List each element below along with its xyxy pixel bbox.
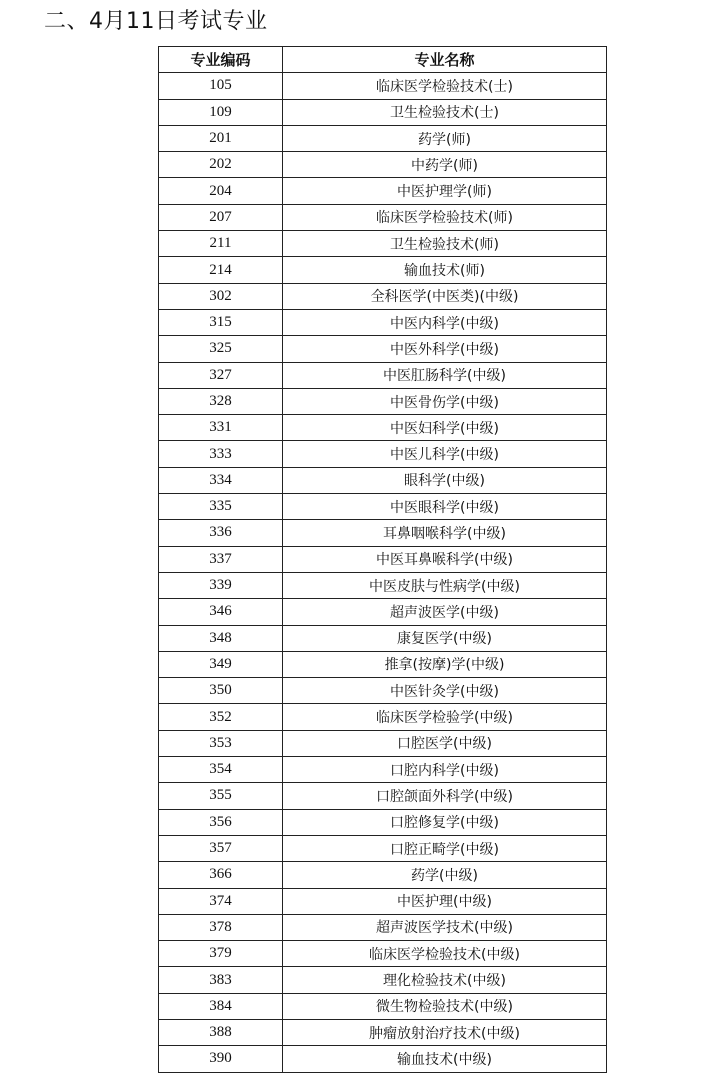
- specialty-name-cell: 中医外科学(中级): [283, 336, 607, 362]
- specialty-name-cell: 肿瘤放射治疗技术(中级): [283, 1019, 607, 1045]
- table-row: [159, 336, 607, 362]
- specialty-code-cell: 356: [159, 809, 283, 835]
- specialty-code-cell: 353: [159, 730, 283, 756]
- specialty-name-cell: 中医妇科学(中级): [283, 415, 607, 441]
- specialty-name-cell: 中医护理学(师): [283, 178, 607, 204]
- table-header-row: [159, 47, 607, 73]
- specialty-name-cell: 超声波医学(中级): [283, 599, 607, 625]
- table-row: [159, 204, 607, 230]
- table-row: [159, 467, 607, 493]
- specialty-code-cell: 302: [159, 283, 283, 309]
- specialty-code-cell: 357: [159, 835, 283, 861]
- specialty-name-cell: 微生物检验技术(中级): [283, 993, 607, 1019]
- specialty-name-cell: 药学(师): [283, 125, 607, 151]
- table-row: [159, 99, 607, 125]
- specialty-code-cell: 327: [159, 362, 283, 388]
- table-row: [159, 125, 607, 151]
- specialty-name-cell: 口腔正畸学(中级): [283, 835, 607, 861]
- specialty-name-cell: 超声波医学技术(中级): [283, 914, 607, 940]
- specialty-name-cell: 全科医学(中医类)(中级): [283, 283, 607, 309]
- specialty-name-cell: 理化检验技术(中级): [283, 967, 607, 993]
- specialty-name-cell: 卫生检验技术(士): [283, 99, 607, 125]
- table-row: [159, 441, 607, 467]
- specialty-name-cell: 中医内科学(中级): [283, 309, 607, 335]
- table-row: [159, 914, 607, 940]
- table-row: [159, 309, 607, 335]
- specialty-code-cell: 204: [159, 178, 283, 204]
- specialty-name-cell: 输血技术(师): [283, 257, 607, 283]
- table-row: [159, 572, 607, 598]
- table-row: [159, 809, 607, 835]
- specialty-code-cell: 207: [159, 204, 283, 230]
- specialty-name-cell: 口腔颌面外科学(中级): [283, 783, 607, 809]
- table-row: [159, 1019, 607, 1045]
- table-row: [159, 625, 607, 651]
- table-row: [159, 967, 607, 993]
- table-row: [159, 388, 607, 414]
- specialty-code-cell: 214: [159, 257, 283, 283]
- table-row: [159, 231, 607, 257]
- specialty-code-cell: 211: [159, 231, 283, 257]
- specialty-code-cell: 334: [159, 467, 283, 493]
- specialty-code-cell: 337: [159, 546, 283, 572]
- specialty-name-cell: 眼科学(中级): [283, 467, 607, 493]
- specialty-name-cell: 耳鼻咽喉科学(中级): [283, 520, 607, 546]
- specialty-name-cell: 中医皮肤与性病学(中级): [283, 572, 607, 598]
- specialty-name-cell: 临床医学检验技术(师): [283, 204, 607, 230]
- specialty-name-cell: 中医骨伤学(中级): [283, 388, 607, 414]
- specialty-name-cell: 口腔医学(中级): [283, 730, 607, 756]
- table-row: [159, 546, 607, 572]
- section-heading: 二、4月11日考试专业: [44, 9, 268, 34]
- specialty-code-cell: 378: [159, 914, 283, 940]
- header-specialty-name: 专业名称: [283, 47, 607, 73]
- table-row: [159, 730, 607, 756]
- specialty-code-cell: 336: [159, 520, 283, 546]
- specialty-code-cell: 333: [159, 441, 283, 467]
- specialty-code-cell: 335: [159, 494, 283, 520]
- specialty-code-cell: 109: [159, 99, 283, 125]
- specialty-code-cell: 352: [159, 704, 283, 730]
- table-row: [159, 599, 607, 625]
- table-row: [159, 704, 607, 730]
- table-row: [159, 651, 607, 677]
- specialty-name-cell: 中医护理(中级): [283, 888, 607, 914]
- table-row: [159, 888, 607, 914]
- table-row: [159, 283, 607, 309]
- table-row: [159, 783, 607, 809]
- specialty-code-cell: 383: [159, 967, 283, 993]
- table-body: [159, 73, 607, 1072]
- table-row: [159, 862, 607, 888]
- specialty-name-cell: 临床医学检验技术(士): [283, 73, 607, 99]
- table-row: [159, 941, 607, 967]
- specialty-name-cell: 临床医学检验学(中级): [283, 704, 607, 730]
- specialty-name-cell: 口腔内科学(中级): [283, 757, 607, 783]
- table-row: [159, 152, 607, 178]
- specialty-code-cell: 315: [159, 309, 283, 335]
- specialty-name-cell: 药学(中级): [283, 862, 607, 888]
- specialty-code-cell: 348: [159, 625, 283, 651]
- table-row: [159, 1046, 607, 1072]
- specialty-code-cell: 201: [159, 125, 283, 151]
- specialty-code-cell: 379: [159, 941, 283, 967]
- specialty-code-cell: 202: [159, 152, 283, 178]
- table-row: [159, 178, 607, 204]
- specialty-code-cell: 374: [159, 888, 283, 914]
- specialty-code-cell: 325: [159, 336, 283, 362]
- specialty-name-cell: 康复医学(中级): [283, 625, 607, 651]
- table-row: [159, 257, 607, 283]
- specialty-code-cell: 349: [159, 651, 283, 677]
- specialty-name-cell: 输血技术(中级): [283, 1046, 607, 1072]
- specialty-name-cell: 中医儿科学(中级): [283, 441, 607, 467]
- specialty-code-cell: 354: [159, 757, 283, 783]
- specialty-code-cell: 346: [159, 599, 283, 625]
- table-row: [159, 520, 607, 546]
- specialty-name-cell: 中医耳鼻喉科学(中级): [283, 546, 607, 572]
- specialty-name-cell: 中医肛肠科学(中级): [283, 362, 607, 388]
- specialty-name-cell: 卫生检验技术(师): [283, 231, 607, 257]
- table-row: [159, 757, 607, 783]
- header-specialty-code: 专业编码: [159, 47, 283, 73]
- exam-specialty-table: [158, 46, 607, 1073]
- specialty-code-cell: 390: [159, 1046, 283, 1072]
- table-row: [159, 993, 607, 1019]
- specialty-code-cell: 328: [159, 388, 283, 414]
- specialty-code-cell: 366: [159, 862, 283, 888]
- specialty-name-cell: 口腔修复学(中级): [283, 809, 607, 835]
- table-row: [159, 835, 607, 861]
- specialty-code-cell: 388: [159, 1019, 283, 1045]
- table-row: [159, 73, 607, 99]
- specialty-code-cell: 350: [159, 678, 283, 704]
- specialty-name-cell: 临床医学检验技术(中级): [283, 941, 607, 967]
- specialty-name-cell: 推拿(按摩)学(中级): [283, 651, 607, 677]
- table-row: [159, 415, 607, 441]
- table-row: [159, 678, 607, 704]
- specialty-code-cell: 331: [159, 415, 283, 441]
- table-row: [159, 362, 607, 388]
- specialty-code-cell: 384: [159, 993, 283, 1019]
- specialty-name-cell: 中医针灸学(中级): [283, 678, 607, 704]
- specialty-code-cell: 105: [159, 73, 283, 99]
- specialty-name-cell: 中药学(师): [283, 152, 607, 178]
- table-row: [159, 494, 607, 520]
- specialty-code-cell: 355: [159, 783, 283, 809]
- specialty-code-cell: 339: [159, 572, 283, 598]
- specialty-name-cell: 中医眼科学(中级): [283, 494, 607, 520]
